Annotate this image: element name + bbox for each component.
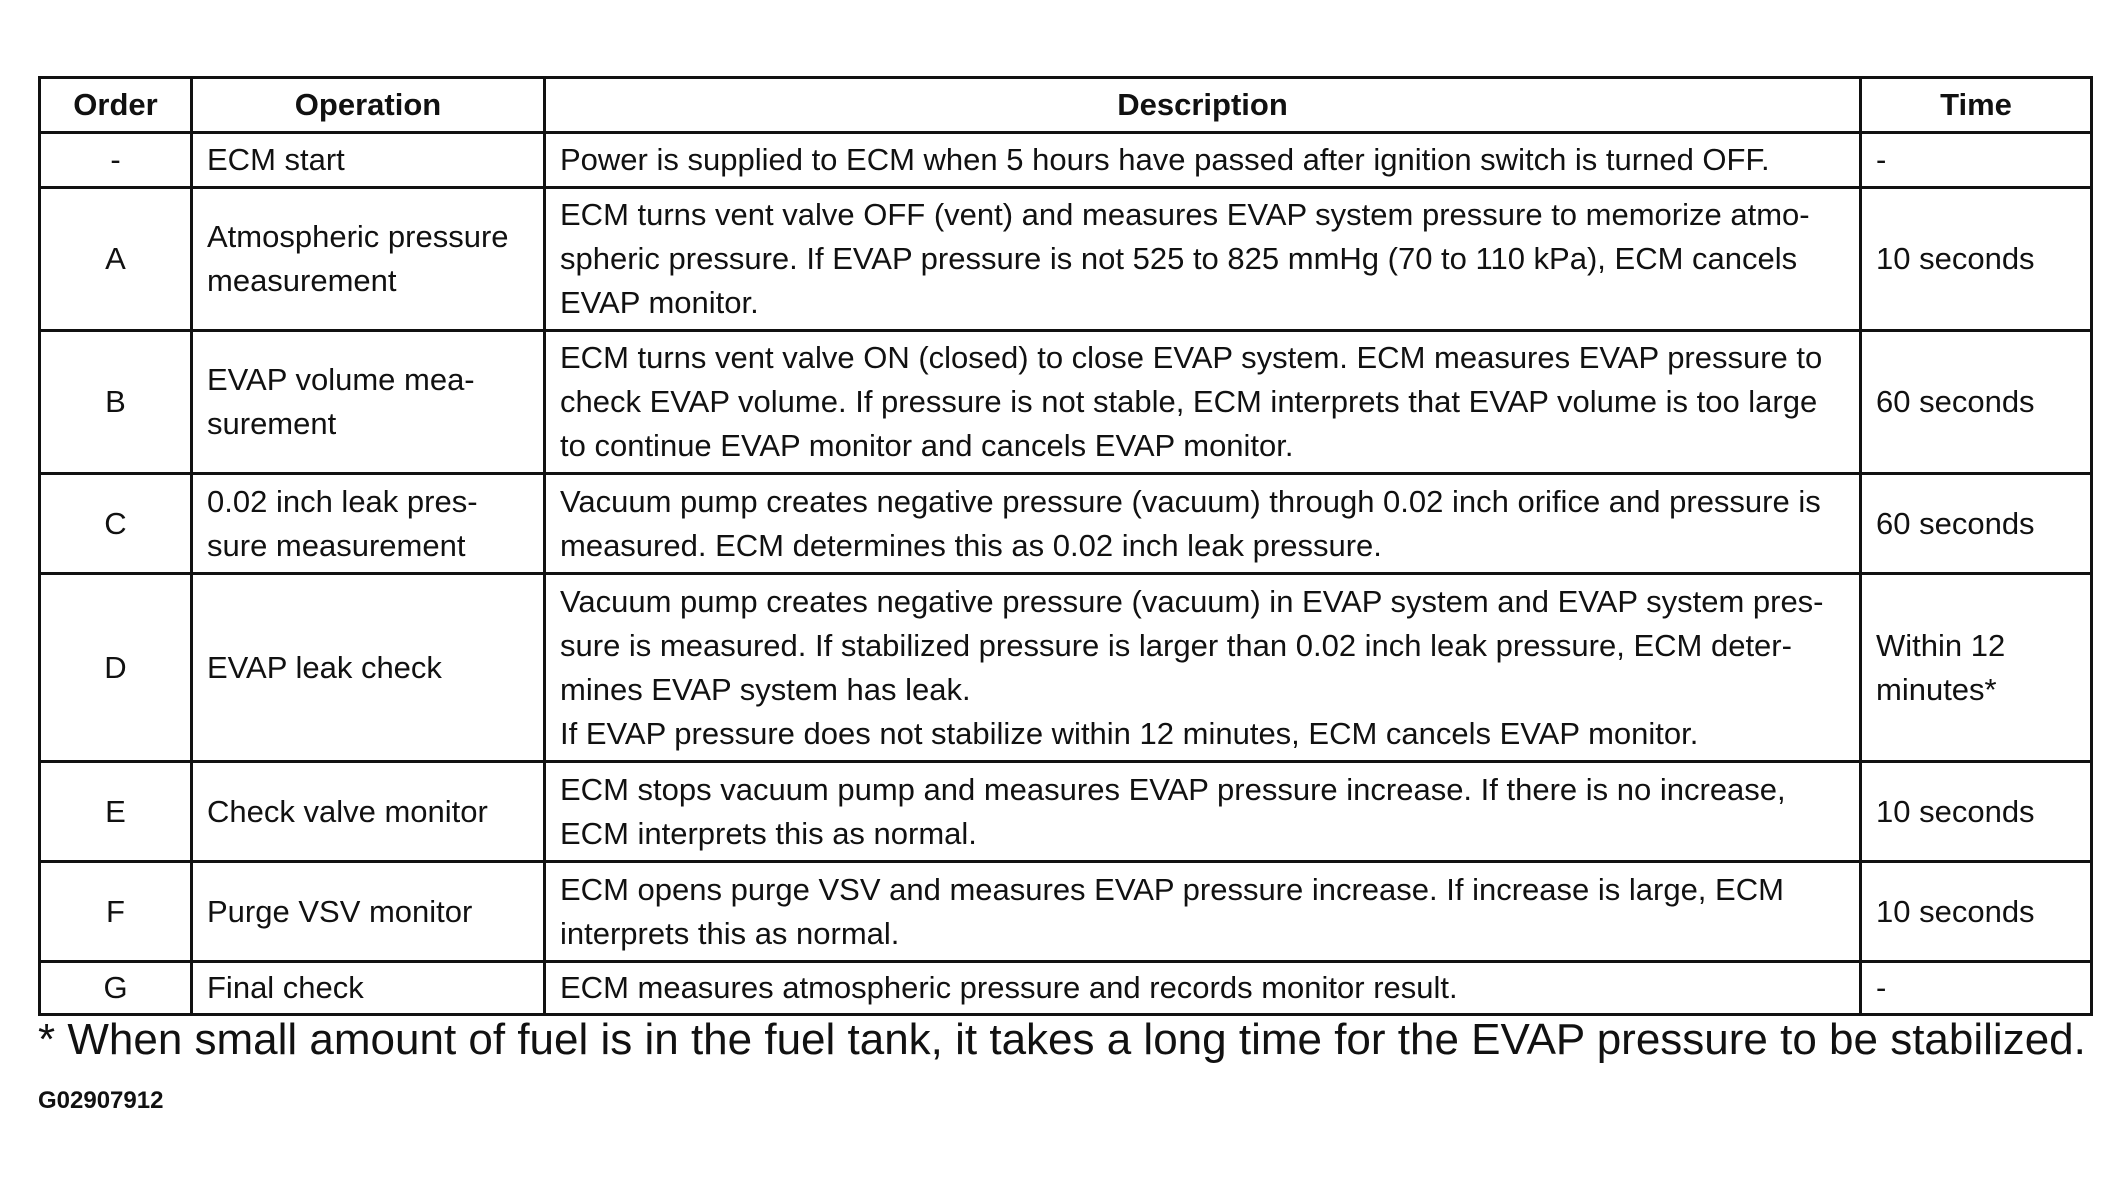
order-cell: D — [40, 574, 192, 762]
column-header-description: Description — [545, 78, 1861, 133]
description-cell — [545, 962, 1861, 1015]
operation-line: surement — [207, 406, 337, 441]
header-row — [40, 78, 2092, 133]
operation-cell — [192, 862, 545, 962]
column-header-order: Order — [40, 78, 192, 133]
description-line: ECM turns vent valve OFF (vent) and measures EVAP system pressure to memorize atmo- — [560, 197, 1810, 232]
table-row — [40, 574, 2092, 762]
description-cell — [545, 133, 1861, 188]
figure-id: G02907912 — [38, 1087, 164, 1114]
time-line: - — [1876, 970, 1887, 1005]
description-line: Vacuum pump creates negative pressure (vacuum) through 0.02 inch orifice and pressure is — [560, 483, 1821, 519]
operation-line: EVAP leak check — [207, 649, 442, 685]
table-row — [40, 331, 2092, 474]
description-line: to continue EVAP monitor and cancels EVAP monitor. — [560, 428, 1294, 463]
order-cell: A — [40, 188, 192, 331]
operation-line: Final check — [207, 970, 364, 1005]
description-line: sure is measured. If stabilized pressure is larger than 0.02 inch leak pressure, ECM deter- — [560, 627, 1792, 663]
description-cell — [545, 862, 1861, 962]
description-line: interprets this as normal. — [560, 915, 900, 951]
table-body — [40, 133, 2092, 1015]
description-line: mines EVAP system has leak. — [560, 671, 971, 707]
operation-line: measurement — [207, 263, 397, 298]
operation-line: sure measurement — [207, 527, 466, 563]
description-line: spheric pressure. If EVAP pressure is not 525 to 825 mmHg (70 to 110 kPa), ECM cancels — [560, 241, 1798, 276]
table-row — [40, 862, 2092, 962]
order-cell: C — [40, 474, 192, 574]
description-cell — [545, 474, 1861, 574]
time-line: minutes* — [1876, 671, 1997, 707]
time-line: 10 seconds — [1876, 241, 2035, 276]
description-cell — [545, 331, 1861, 474]
table-row — [40, 188, 2092, 331]
operation-cell — [192, 574, 545, 762]
description-cell — [545, 188, 1861, 331]
description-line: Power is supplied to ECM when 5 hours have passed after ignition switch is turned OFF. — [560, 142, 1770, 177]
time-cell — [1861, 574, 2092, 762]
order-cell: F — [40, 862, 192, 962]
evap-monitor-table — [38, 76, 2093, 1016]
time-cell — [1861, 331, 2092, 474]
operation-line: ECM start — [207, 142, 345, 177]
time-line: Within 12 — [1876, 627, 2006, 663]
time-cell — [1861, 474, 2092, 574]
time-cell — [1861, 862, 2092, 962]
column-header-operation: Operation — [192, 78, 545, 133]
description-cell — [545, 762, 1861, 862]
time-line: - — [1876, 142, 1887, 177]
footnote: * When small amount of fuel is in the fuel tank, it takes a long time for the EVAP pressure to be stabilized. — [38, 1015, 2086, 1064]
operation-cell — [192, 188, 545, 331]
column-header-time: Time — [1861, 78, 2092, 133]
time-cell — [1861, 133, 2092, 188]
description-line: ECM stops vacuum pump and measures EVAP pressure increase. If there is no increase, — [560, 771, 1786, 807]
operation-cell — [192, 133, 545, 188]
time-line: 60 seconds — [1876, 505, 2035, 541]
operation-line: EVAP volume mea- — [207, 362, 475, 397]
time-cell — [1861, 188, 2092, 331]
operation-cell — [192, 474, 545, 574]
operation-line: 0.02 inch leak pres- — [207, 483, 478, 519]
time-line: 10 seconds — [1876, 793, 2035, 829]
table-row — [40, 133, 2092, 188]
operation-line: Purge VSV monitor — [207, 893, 473, 929]
description-line: If EVAP pressure does not stabilize within 12 minutes, ECM cancels EVAP monitor. — [560, 715, 1699, 751]
description-line: ECM turns vent valve ON (closed) to close EVAP system. ECM measures EVAP pressure to — [560, 340, 1823, 375]
order-cell: E — [40, 762, 192, 862]
time-cell — [1861, 762, 2092, 862]
description-line: check EVAP volume. If pressure is not stable, ECM interprets that EVAP volume is too large — [560, 384, 1818, 419]
description-line: ECM interprets this as normal. — [560, 815, 977, 851]
description-line: ECM measures atmospheric pressure and records monitor result. — [560, 970, 1458, 1005]
order-cell: - — [40, 133, 192, 188]
time-line: 10 seconds — [1876, 893, 2035, 929]
order-cell: B — [40, 331, 192, 474]
operation-cell — [192, 762, 545, 862]
table-row — [40, 474, 2092, 574]
operation-line: Atmospheric pressure — [207, 219, 509, 254]
operation-cell — [192, 962, 545, 1015]
table-row — [40, 762, 2092, 862]
description-cell — [545, 574, 1861, 762]
description-line: measured. ECM determines this as 0.02 inch leak pressure. — [560, 527, 1382, 563]
table-row — [40, 962, 2092, 1015]
time-line: 60 seconds — [1876, 384, 2035, 419]
description-line: EVAP monitor. — [560, 285, 759, 320]
description-line: Vacuum pump creates negative pressure (vacuum) in EVAP system and EVAP system pres- — [560, 583, 1824, 619]
operation-cell — [192, 331, 545, 474]
description-line: ECM opens purge VSV and measures EVAP pressure increase. If increase is large, ECM — [560, 871, 1784, 907]
time-cell — [1861, 962, 2092, 1015]
order-cell: G — [40, 962, 192, 1015]
operation-line: Check valve monitor — [207, 793, 488, 829]
